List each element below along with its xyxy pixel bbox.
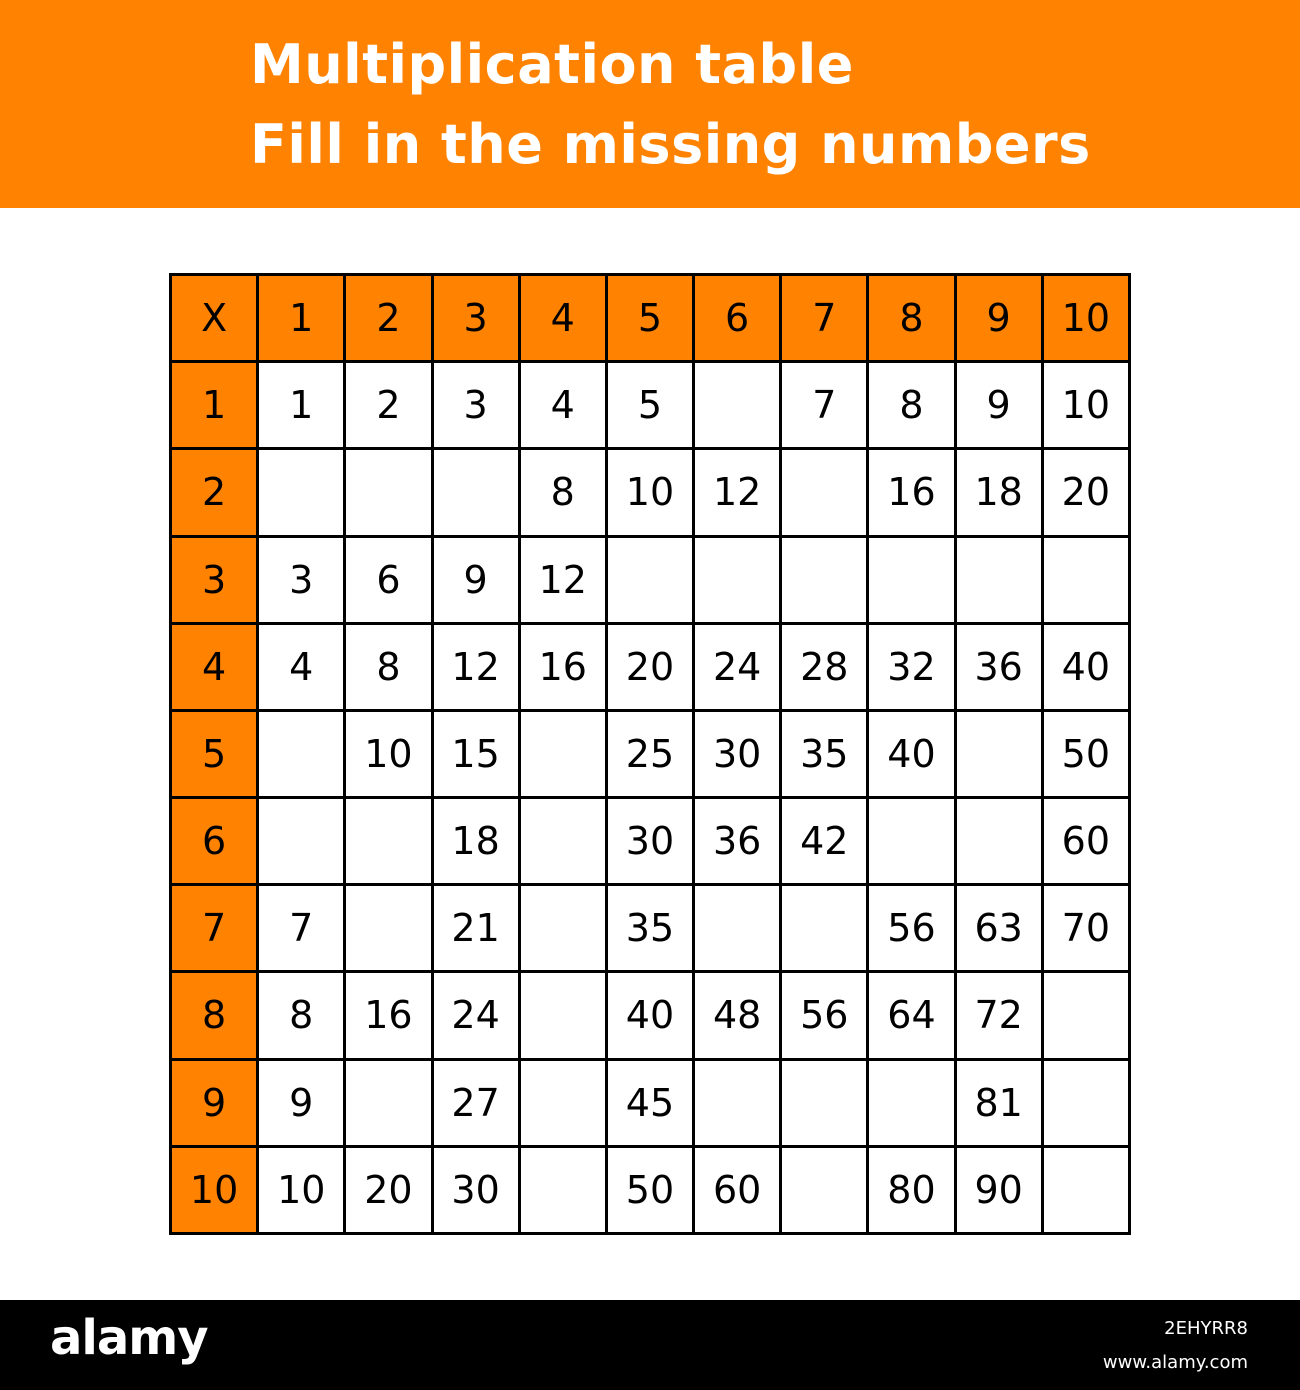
product-cell: 12 bbox=[694, 449, 781, 536]
page-subtitle: Fill in the missing numbers bbox=[250, 113, 1091, 176]
product-cell: 3 bbox=[258, 536, 345, 623]
blank-cell[interactable] bbox=[1042, 1146, 1129, 1233]
page-title: Multiplication table bbox=[250, 33, 854, 96]
product-cell: 3 bbox=[432, 362, 519, 449]
column-header: 3 bbox=[432, 275, 519, 362]
product-cell: 63 bbox=[955, 885, 1042, 972]
product-cell: 15 bbox=[432, 710, 519, 797]
product-cell: 1 bbox=[258, 362, 345, 449]
product-cell: 9 bbox=[432, 536, 519, 623]
table-row bbox=[171, 885, 1130, 972]
footer-bar bbox=[0, 1300, 1300, 1390]
column-header: 1 bbox=[258, 275, 345, 362]
product-cell: 10 bbox=[606, 449, 693, 536]
blank-cell[interactable] bbox=[781, 1146, 868, 1233]
product-cell: 8 bbox=[345, 623, 432, 710]
product-cell: 16 bbox=[519, 623, 606, 710]
product-cell: 12 bbox=[519, 536, 606, 623]
product-cell: 9 bbox=[258, 1059, 345, 1146]
product-cell: 7 bbox=[781, 362, 868, 449]
product-cell: 30 bbox=[694, 710, 781, 797]
blank-cell[interactable] bbox=[432, 449, 519, 536]
product-cell: 30 bbox=[432, 1146, 519, 1233]
table-row bbox=[171, 1146, 1130, 1233]
column-header: 8 bbox=[868, 275, 955, 362]
product-cell: 40 bbox=[606, 972, 693, 1059]
blank-cell[interactable] bbox=[519, 710, 606, 797]
blank-cell[interactable] bbox=[868, 798, 955, 885]
row-header: 1 bbox=[171, 362, 258, 449]
blank-cell[interactable] bbox=[781, 1059, 868, 1146]
multiplication-table bbox=[169, 273, 1131, 1235]
column-header: 10 bbox=[1042, 275, 1129, 362]
blank-cell[interactable] bbox=[694, 885, 781, 972]
product-cell: 50 bbox=[606, 1146, 693, 1233]
blank-cell[interactable] bbox=[1042, 1059, 1129, 1146]
table-row bbox=[171, 798, 1130, 885]
product-cell: 72 bbox=[955, 972, 1042, 1059]
row-header: 4 bbox=[171, 623, 258, 710]
blank-cell[interactable] bbox=[258, 710, 345, 797]
product-cell: 36 bbox=[694, 798, 781, 885]
footer-url: www.alamy.com bbox=[1102, 1352, 1248, 1373]
blank-cell[interactable] bbox=[519, 1146, 606, 1233]
product-cell: 4 bbox=[519, 362, 606, 449]
blank-cell[interactable] bbox=[868, 536, 955, 623]
product-cell: 20 bbox=[606, 623, 693, 710]
product-cell: 56 bbox=[868, 885, 955, 972]
product-cell: 35 bbox=[606, 885, 693, 972]
product-cell: 21 bbox=[432, 885, 519, 972]
blank-cell[interactable] bbox=[345, 1059, 432, 1146]
product-cell: 56 bbox=[781, 972, 868, 1059]
image-id: 2EHYRR8 bbox=[1164, 1318, 1248, 1339]
row-header: 10 bbox=[171, 1146, 258, 1233]
product-cell: 10 bbox=[258, 1146, 345, 1233]
blank-cell[interactable] bbox=[694, 536, 781, 623]
row-header: 5 bbox=[171, 710, 258, 797]
product-cell: 35 bbox=[781, 710, 868, 797]
blank-cell[interactable] bbox=[1042, 972, 1129, 1059]
blank-cell[interactable] bbox=[345, 449, 432, 536]
product-cell: 81 bbox=[955, 1059, 1042, 1146]
column-header: 2 bbox=[345, 275, 432, 362]
blank-cell[interactable] bbox=[1042, 536, 1129, 623]
product-cell: 16 bbox=[345, 972, 432, 1059]
blank-cell[interactable] bbox=[781, 449, 868, 536]
blank-cell[interactable] bbox=[781, 885, 868, 972]
blank-cell[interactable] bbox=[781, 536, 868, 623]
table-row bbox=[171, 536, 1130, 623]
product-cell: 60 bbox=[694, 1146, 781, 1233]
blank-cell[interactable] bbox=[606, 536, 693, 623]
product-cell: 70 bbox=[1042, 885, 1129, 972]
product-cell: 42 bbox=[781, 798, 868, 885]
blank-cell[interactable] bbox=[955, 536, 1042, 623]
blank-cell[interactable] bbox=[258, 798, 345, 885]
product-cell: 50 bbox=[1042, 710, 1129, 797]
row-header: 7 bbox=[171, 885, 258, 972]
title-banner bbox=[0, 0, 1300, 208]
row-header: 2 bbox=[171, 449, 258, 536]
table-row bbox=[171, 972, 1130, 1059]
column-header: 6 bbox=[694, 275, 781, 362]
blank-cell[interactable] bbox=[519, 798, 606, 885]
product-cell: 40 bbox=[1042, 623, 1129, 710]
blank-cell[interactable] bbox=[694, 1059, 781, 1146]
product-cell: 12 bbox=[432, 623, 519, 710]
row-header: 3 bbox=[171, 536, 258, 623]
column-header: 5 bbox=[606, 275, 693, 362]
row-header: 9 bbox=[171, 1059, 258, 1146]
blank-cell[interactable] bbox=[868, 1059, 955, 1146]
product-cell: 36 bbox=[955, 623, 1042, 710]
product-cell: 8 bbox=[868, 362, 955, 449]
table-row bbox=[171, 710, 1130, 797]
product-cell: 20 bbox=[345, 1146, 432, 1233]
row-header: 6 bbox=[171, 798, 258, 885]
blank-cell[interactable] bbox=[258, 449, 345, 536]
blank-cell[interactable] bbox=[955, 710, 1042, 797]
alamy-logo: alamy bbox=[50, 1310, 208, 1366]
header-row bbox=[171, 275, 1130, 362]
column-header: 9 bbox=[955, 275, 1042, 362]
product-cell: 4 bbox=[258, 623, 345, 710]
blank-cell[interactable] bbox=[955, 798, 1042, 885]
product-cell: 8 bbox=[519, 449, 606, 536]
table-row bbox=[171, 1059, 1130, 1146]
product-cell: 30 bbox=[606, 798, 693, 885]
product-cell: 28 bbox=[781, 623, 868, 710]
row-header: 8 bbox=[171, 972, 258, 1059]
product-cell: 90 bbox=[955, 1146, 1042, 1233]
product-cell: 20 bbox=[1042, 449, 1129, 536]
product-cell: 25 bbox=[606, 710, 693, 797]
corner-cell: X bbox=[171, 275, 258, 362]
product-cell: 10 bbox=[1042, 362, 1129, 449]
product-cell: 64 bbox=[868, 972, 955, 1059]
product-cell: 40 bbox=[868, 710, 955, 797]
product-cell: 8 bbox=[258, 972, 345, 1059]
table-row bbox=[171, 623, 1130, 710]
product-cell: 2 bbox=[345, 362, 432, 449]
product-cell: 45 bbox=[606, 1059, 693, 1146]
product-cell: 18 bbox=[955, 449, 1042, 536]
product-cell: 7 bbox=[258, 885, 345, 972]
product-cell: 5 bbox=[606, 362, 693, 449]
product-cell: 24 bbox=[694, 623, 781, 710]
product-cell: 16 bbox=[868, 449, 955, 536]
blank-cell[interactable] bbox=[519, 1059, 606, 1146]
product-cell: 80 bbox=[868, 1146, 955, 1233]
product-cell: 24 bbox=[432, 972, 519, 1059]
product-cell: 9 bbox=[955, 362, 1042, 449]
blank-cell[interactable] bbox=[519, 885, 606, 972]
product-cell: 18 bbox=[432, 798, 519, 885]
column-header: 4 bbox=[519, 275, 606, 362]
blank-cell[interactable] bbox=[694, 362, 781, 449]
table-row bbox=[171, 362, 1130, 449]
product-cell: 60 bbox=[1042, 798, 1129, 885]
product-cell: 6 bbox=[345, 536, 432, 623]
product-cell: 10 bbox=[345, 710, 432, 797]
blank-cell[interactable] bbox=[345, 885, 432, 972]
product-cell: 27 bbox=[432, 1059, 519, 1146]
blank-cell[interactable] bbox=[519, 972, 606, 1059]
table-row bbox=[171, 449, 1130, 536]
product-cell: 32 bbox=[868, 623, 955, 710]
product-cell: 48 bbox=[694, 972, 781, 1059]
blank-cell[interactable] bbox=[345, 798, 432, 885]
column-header: 7 bbox=[781, 275, 868, 362]
